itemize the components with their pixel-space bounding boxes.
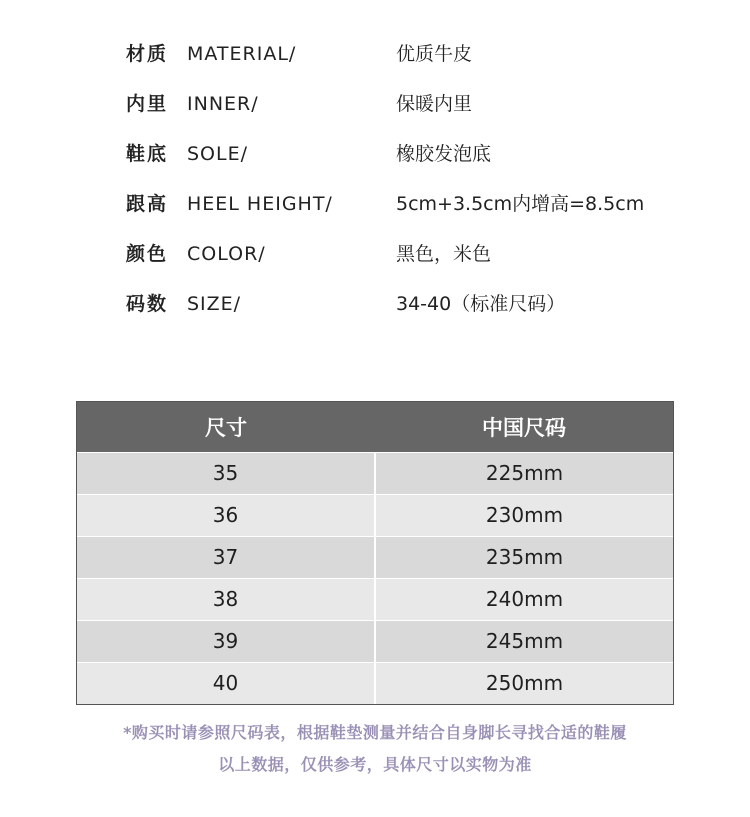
- spec-label-en: SOLE/: [187, 143, 249, 165]
- size-note-line-1: *购买时请参照尺码表，根据鞋垫测量并结合自身脚长寻找合适的鞋履: [123, 723, 627, 742]
- size-cell: 38: [77, 579, 376, 620]
- size-cell: 35: [77, 453, 376, 494]
- spec-label-cn: 内里: [126, 93, 169, 115]
- spec-label-cn: 码数: [126, 293, 169, 315]
- spec-row-color: [0, 239, 750, 269]
- spec-label-en: SIZE/: [187, 293, 242, 315]
- length-cell: 240mm: [485, 587, 564, 611]
- table-header-row: [77, 402, 673, 452]
- spec-row-size: [0, 289, 750, 319]
- spec-value: 黑色，米色: [396, 243, 492, 265]
- column-header-size: 尺寸: [205, 416, 247, 440]
- spec-value: 橡胶发泡底: [396, 143, 492, 165]
- length-cell: 225mm: [485, 461, 564, 485]
- spec-value: 保暖内里: [396, 93, 473, 115]
- spec-label-en: COLOR/: [187, 243, 266, 265]
- table-row: [77, 578, 673, 620]
- size-note-line-2: 以上数据，仅供参考，具体尺寸以实物为准: [218, 755, 532, 774]
- spec-value: 5cm+3.5cm内增高=8.5cm: [396, 193, 645, 215]
- spec-label-en: INNER/: [187, 93, 259, 115]
- size-cell: 37: [77, 537, 376, 578]
- size-chart-table: [76, 401, 674, 705]
- column-header-cn-size: 中国尺码: [482, 416, 566, 440]
- spec-row-heel-height: [0, 189, 750, 219]
- table-row: [77, 494, 673, 536]
- length-cell: 235mm: [485, 545, 564, 569]
- length-cell: 245mm: [485, 629, 564, 653]
- length-cell: 230mm: [485, 503, 564, 527]
- size-cell: 40: [77, 663, 376, 704]
- spec-label-cn: 颜色: [126, 243, 169, 265]
- size-cell: 36: [77, 495, 376, 536]
- table-row: [77, 620, 673, 662]
- spec-label-cn: 跟高: [126, 193, 169, 215]
- spec-value: 优质牛皮: [396, 43, 473, 65]
- table-row: [77, 452, 673, 494]
- spec-label-en: HEEL HEIGHT/: [187, 193, 333, 215]
- spec-label-cn: 鞋底: [126, 143, 169, 165]
- spec-label-cn: 材质: [126, 43, 169, 65]
- table-row: [77, 662, 673, 704]
- size-cell: 39: [77, 621, 376, 662]
- spec-row-inner: [0, 89, 750, 119]
- spec-value: 34-40（标准尺码）: [396, 293, 566, 315]
- table-row: [77, 536, 673, 578]
- spec-row-sole: [0, 139, 750, 169]
- spec-label-en: MATERIAL/: [187, 43, 297, 65]
- spec-row-material: [0, 39, 750, 69]
- length-cell: 250mm: [485, 671, 564, 695]
